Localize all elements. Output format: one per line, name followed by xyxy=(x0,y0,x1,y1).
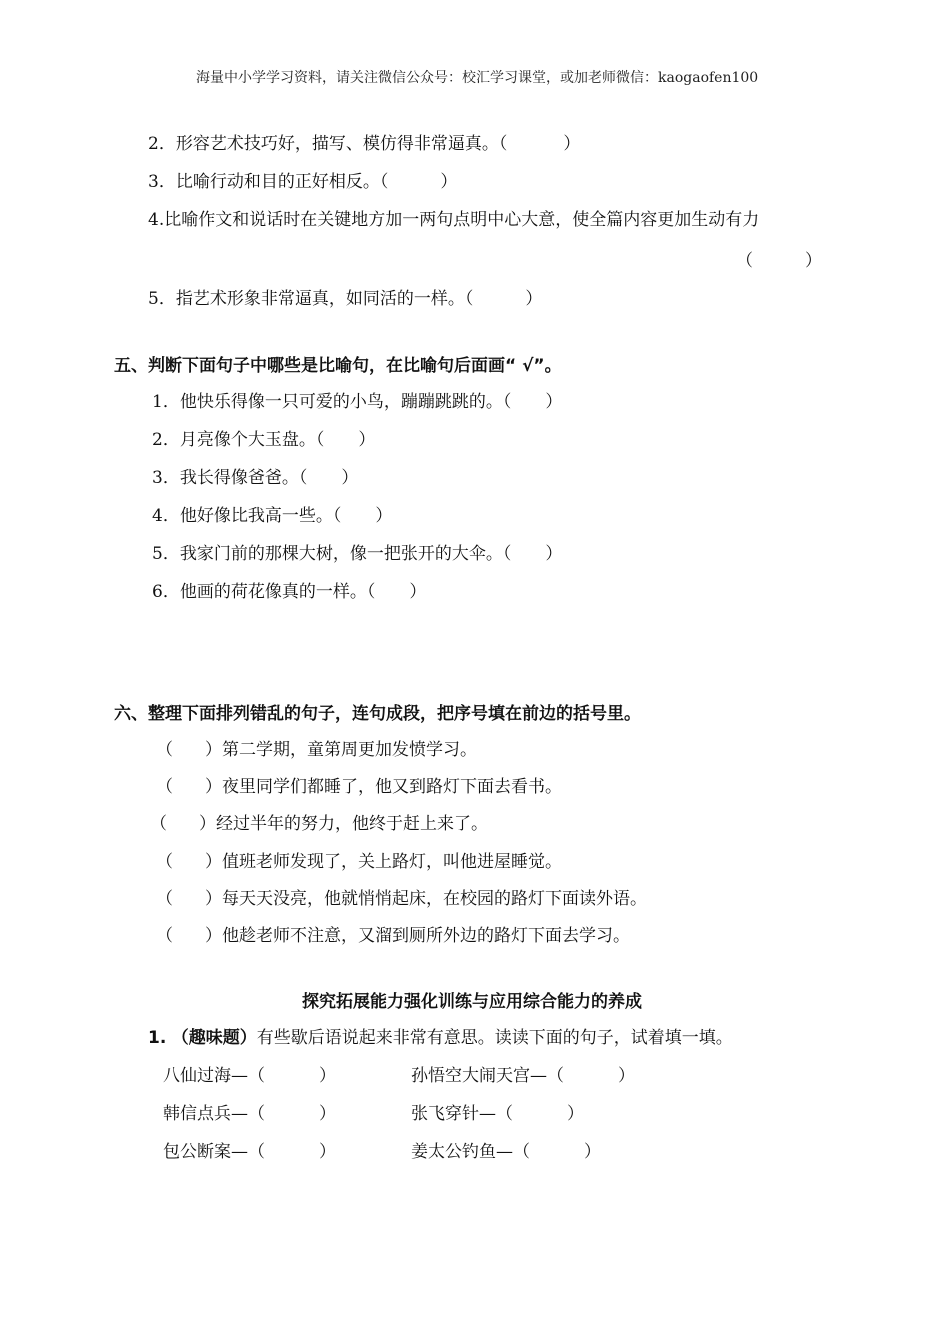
item-text: 夜里同学们都睡了，他又到路灯下面去看书。 xyxy=(222,777,562,797)
item-text: 指艺术形象非常逼真，如同活的一样。（ xyxy=(175,289,474,309)
s5-item-3 xyxy=(152,463,358,488)
answer-paren-close: ） xyxy=(409,582,427,602)
answer-paren-close: ） xyxy=(563,134,581,154)
s6-item-6 xyxy=(156,921,630,946)
answer-paren-close: ） xyxy=(205,740,222,760)
answer-paren-close: ） xyxy=(440,172,458,192)
item-text: 每天天没亮，他就悄悄起床，在校园的路灯下面读外语。 xyxy=(222,889,647,909)
xiehouyu-text: 孙悟空大闹天宫—（ xyxy=(411,1066,564,1086)
xiehouyu-text: 张飞穿针—（ xyxy=(411,1104,513,1124)
item-text: 月亮像个大玉盘。（ xyxy=(179,430,325,450)
item-number: 5． xyxy=(148,289,176,309)
item-number: 4. xyxy=(148,210,165,230)
item-text: 他画的荷花像真的一样。（ xyxy=(179,582,376,602)
answer-paren-open: （ xyxy=(150,814,167,834)
page-header: 海量中小学学习资料，请关注微信公众号：校汇学习课堂，或加老师微信：kaogaofen100 xyxy=(196,70,759,86)
item-text: 值班老师发现了，关上路灯，叫他进屋睡觉。 xyxy=(222,852,562,872)
question-text: 有些歇后语说起来非常有意思。读读下面的句子，试着填一填。 xyxy=(256,1028,733,1048)
item-text: 他快乐得像一只可爱的小鸟，蹦蹦跳跳的。（ xyxy=(179,392,512,412)
item-text: 比喻行动和目的正好相反。（ xyxy=(175,172,389,192)
xiehouyu-left-3 xyxy=(163,1137,336,1162)
xiehouyu-right-1 xyxy=(411,1061,635,1086)
question-tag: （趣味题） xyxy=(171,1028,257,1048)
answer-paren-close: ） xyxy=(545,544,563,564)
section6-title: 六、整理下面排列错乱的句子，连句成段，把序号填在前边的括号里。 xyxy=(114,704,641,724)
s5-item-4 xyxy=(152,501,392,526)
item-text: 他好像比我高一些。（ xyxy=(179,506,342,526)
item-text: 我家门前的那棵大树，像一把张开的大伞。（ xyxy=(179,544,512,564)
xiehouyu-right-3 xyxy=(411,1137,601,1162)
item-number: 6． xyxy=(152,582,180,602)
answer-paren-close: ） xyxy=(567,1104,584,1124)
item-text: 第二学期，童第周更加发愤学习。 xyxy=(222,740,477,760)
item-text: 他趁老师不注意，又溜到厕所外边的路灯下面去学习。 xyxy=(222,926,630,946)
item-text: 形容艺术技巧好，描写、模仿得非常逼真。（ xyxy=(175,134,508,154)
answer-paren-close: ） xyxy=(205,889,222,909)
answer-paren-open: （ xyxy=(156,852,173,872)
s6-item-2 xyxy=(156,772,562,797)
answer-paren-close: ） xyxy=(525,289,543,309)
answer-paren-close: ） xyxy=(205,852,222,872)
s5-item-6 xyxy=(152,577,426,602)
answer-paren-open: （ xyxy=(156,740,173,760)
item-number: 3． xyxy=(148,172,176,192)
s6-item-5 xyxy=(156,884,647,909)
s6-item-4 xyxy=(156,847,562,872)
s4-item-4 xyxy=(148,205,759,230)
answer-paren-close: ） xyxy=(319,1066,336,1086)
xiehouyu-left-2 xyxy=(163,1099,336,1124)
item-text: 经过半年的努力，他终于赶上来了。 xyxy=(216,814,488,834)
answer-paren-close: ） xyxy=(584,1142,601,1162)
item-number: 2． xyxy=(148,134,176,154)
s6-item-1 xyxy=(156,735,477,760)
s5-item-2 xyxy=(152,425,375,450)
answer-paren-close: ） xyxy=(341,468,359,488)
s4-item-3 xyxy=(148,167,457,192)
s5-item-5 xyxy=(152,539,562,564)
question-number: 1. xyxy=(148,1028,167,1048)
xiehouyu-text: 包公断案—（ xyxy=(163,1142,265,1162)
extension-title: 探究拓展能力强化训练与应用综合能力的养成 xyxy=(302,992,642,1012)
answer-paren-open: （ xyxy=(156,889,173,909)
xiehouyu-right-2 xyxy=(411,1099,584,1124)
xiehouyu-left-1 xyxy=(163,1061,336,1086)
answer-paren-close: ） xyxy=(205,777,222,797)
answer-paren-close: ） xyxy=(375,506,393,526)
s5-item-1 xyxy=(152,387,562,412)
extension-q1 xyxy=(148,1023,733,1048)
answer-paren-close: ） xyxy=(805,251,822,271)
s4-item-4-answer-blank xyxy=(736,246,822,271)
xiehouyu-text: 姜太公钓鱼—（ xyxy=(411,1142,530,1162)
item-number: 2． xyxy=(152,430,180,450)
item-number: 5． xyxy=(152,544,180,564)
section5-title: 五、判断下面句子中哪些是比喻句，在比喻句后面画“ √”。 xyxy=(114,356,562,376)
s4-item-5 xyxy=(148,284,542,309)
answer-paren-close: ） xyxy=(358,430,376,450)
s6-item-3 xyxy=(150,809,488,834)
answer-paren-close: ） xyxy=(319,1104,336,1124)
answer-paren-close: ） xyxy=(618,1066,635,1086)
answer-paren-close: ） xyxy=(205,926,222,946)
answer-paren-open: （ xyxy=(736,251,753,271)
item-number: 3． xyxy=(152,468,180,488)
xiehouyu-text: 八仙过海—（ xyxy=(163,1066,265,1086)
answer-paren-open: （ xyxy=(156,926,173,946)
item-number: 4． xyxy=(152,506,180,526)
item-text: 比喻作文和说话时在关键地方加一两句点明中心大意，使全篇内容更加生动有力 xyxy=(164,210,760,230)
item-text: 我长得像爸爸。（ xyxy=(179,468,308,488)
xiehouyu-text: 韩信点兵—（ xyxy=(163,1104,265,1124)
answer-paren-close: ） xyxy=(545,392,563,412)
answer-paren-close: ） xyxy=(319,1142,336,1162)
answer-paren-open: （ xyxy=(156,777,173,797)
s4-item-2 xyxy=(148,129,580,154)
item-number: 1． xyxy=(152,392,180,412)
answer-paren-close: ） xyxy=(199,814,216,834)
